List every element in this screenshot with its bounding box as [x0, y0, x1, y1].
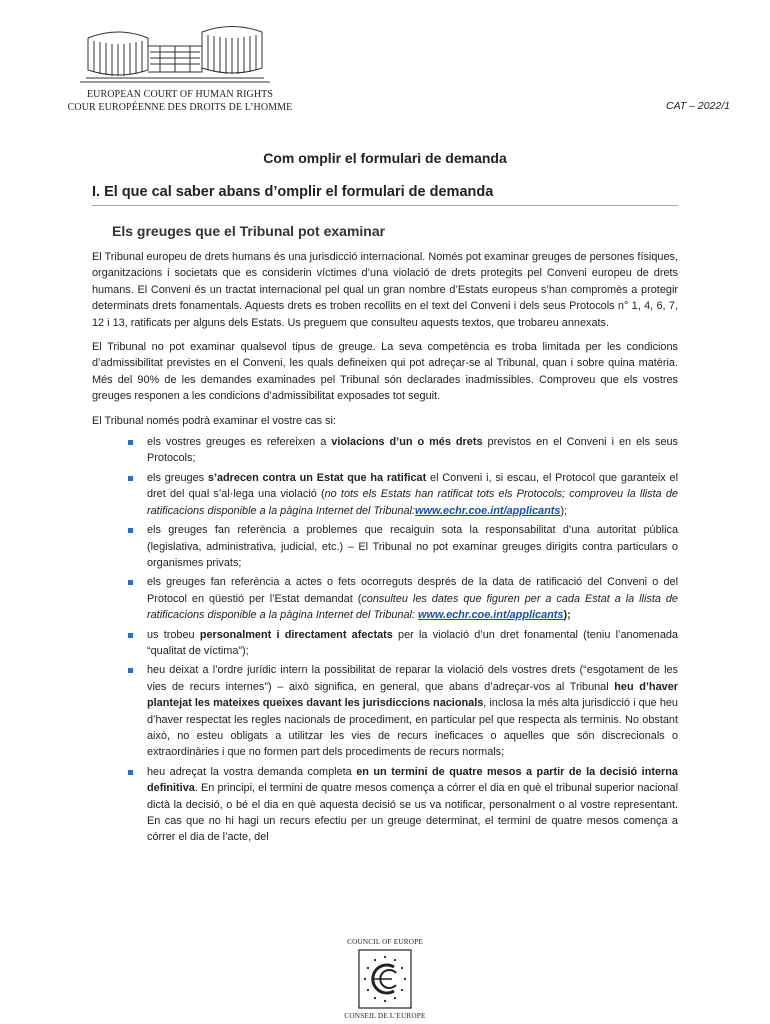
- court-building-logo-icon: [80, 24, 270, 86]
- paragraph: El Tribunal no pot examinar qualsevol tipus de greuge. La seva competència es troba limitada per les condicions d’admissibilitat previstes en el Conveni, les quals defineixen qui pot adreçar-se al Tribunal, quan i sobre quina matèria. Més del 90% de les demandes examinades pel Tribunal són declarades inadmissibles. Comproveu que els vostres greuges responen a les condicions d’admissibilitat exposades tot seguit.: [92, 341, 678, 403]
- square-bullet-icon: [128, 528, 133, 533]
- applicants-link[interactable]: www.echr.coe.int/applicants: [415, 504, 561, 517]
- italic-text: no tots els Estats han ratificat tots els Protocols; comproveu la llista de ratificacions disponible a la pàgina Internet del Tribunal:: [147, 488, 678, 517]
- criteria-item: [147, 574, 678, 623]
- square-bullet-icon: [128, 580, 133, 585]
- document-body: [92, 249, 678, 849]
- text: els vostres greuges es refereixen a: [147, 436, 332, 449]
- text: us trobeu: [147, 628, 200, 641]
- criteria-item: [147, 662, 678, 760]
- page-header: [50, 24, 730, 116]
- admissibility-criteria-list: [92, 434, 678, 846]
- square-bullet-icon: [128, 668, 133, 673]
- document-title: Com omplir el formulari de demanda: [263, 150, 507, 166]
- list-intro: El Tribunal només podrà examinar el vostre cas si:: [92, 414, 336, 427]
- text: per la violació d’un dret fonamental (teniu l’anomenada “qualitat de víctima”);: [147, 628, 678, 657]
- court-name: [50, 88, 310, 114]
- criteria-item: [147, 522, 678, 571]
- subsection-heading: Els greuges que el Tribunal pot examinar: [112, 223, 386, 239]
- bold-text: en un termini de quatre mesos a partir de la decisió interna definitiva: [147, 765, 678, 795]
- section-heading: I. El que cal saber abans d’omplir el formulari de demanda: [92, 184, 678, 206]
- bold-text: );: [563, 609, 571, 622]
- criteria-item: [147, 627, 678, 660]
- text: . En principi, el termini de quatre mesos comença a córrer el dia en què el tribunal superior nacional dictà la decisió, o bé el dia en què aquesta decisió se us va notificar, personalment o al vostre representant. En cas que no hi hagi un recurs efectiu per un greuge determinat, el termini de quatre mesos comença a córrer el dia de l’acte, del: [147, 782, 678, 844]
- court-name-en: EUROPEAN COURT OF HUMAN RIGHTS: [86, 89, 274, 100]
- court-name-fr: COUR EUROPÉENNE DES DROITS DE L’HOMME: [67, 102, 293, 113]
- bold-text: s’adrecen contra un Estat que ha ratificat: [207, 471, 427, 484]
- bold-text: violacions d’un o més drets: [331, 436, 483, 449]
- coe-name-en: COUNCIL OF EUROPE: [347, 938, 423, 946]
- council-of-europe-logo: [330, 938, 440, 1022]
- text: , inclosa la més alta jurisdicció i que heu d’haver respectat les regles nacionals de procediment, en particular pel que respecta als terminis. No obstant això, no esteu obligats a utilitzar les vies de recurs ineficaces o aquelles que són discrecionals o extraordinàries i que no formen part dels procediments de recurs normals;: [147, 697, 678, 759]
- applicants-link[interactable]: www.echr.coe.int/applicants: [418, 609, 564, 622]
- text: els greuges: [147, 471, 208, 484]
- text: el Conveni i, si escau, el Protocol que garanteix el dret del qual s’al·lega una violació (: [147, 471, 678, 501]
- square-bullet-icon: [128, 633, 133, 638]
- criteria-item: [147, 470, 678, 519]
- text: );: [560, 504, 568, 517]
- square-bullet-icon: [128, 476, 133, 481]
- criteria-item: [147, 434, 678, 467]
- text: previstos en el Conveni i en els seus Protocols;: [147, 436, 678, 465]
- document-reference: CAT – 2022/1: [665, 100, 730, 112]
- text: els greuges fan referència a problemes que recaiguin sota la responsabilitat d’una autoritat pública (legislativa, administrativa, judicial, etc.) – El Tribunal no pot examinar greuges dirigits contra particulars o organismes privats;: [147, 524, 678, 569]
- text: els greuges fan referència a actes o fets ocorreguts després de la data de ratificació del Conveni o del Protocol en qüestió per l’Estat demandat (: [147, 576, 678, 605]
- text: heu deixat a l’ordre jurídic intern la possibilitat de reparar la violació dels vostres drets (“esgotament de les vies de recurs internes”) – això significa, en general, que abans d’adreçar-vos al Tribunal: [147, 664, 678, 693]
- square-bullet-icon: [128, 770, 133, 775]
- council-of-europe-emblem-icon: [358, 949, 412, 1009]
- criteria-item: [147, 764, 678, 846]
- square-bullet-icon: [128, 440, 133, 445]
- bold-text: heu d’haver plantejat les mateixes queixes davant les jurisdiccions nacionals: [147, 680, 678, 710]
- bold-text: personalment i directament afectats: [199, 628, 393, 641]
- italic-text: consulteu les dates que figuren per a cada Estat a la llista de ratificacions disponible a la pàgina Internet del Tribunal:: [147, 592, 678, 622]
- text: heu adreçat la vostra demanda completa: [147, 765, 357, 778]
- coe-name-fr: CONSEIL DE L’EUROPE: [344, 1012, 426, 1020]
- paragraph: El Tribunal europeu de drets humans és una jurisdicció internacional. Només pot examinar greuges de persones físiques, organitzacions i societats que es considerin víctimes d’una violació de drets protegits pel Conveni europeu de drets humans. El Conveni és un tractat internacional pel qual un gran nombre d’Estats europeus s’han compromès a protegir determinats drets fonamentals. Aquests drets es troben recollits en el text del Conveni i dels seus Protocols n° 1, 4, 6, 7, 12 i 13, ratificats per alguns dels Estats. Us preguem que consulteu aquests textos, que trobareu annexats.: [92, 251, 678, 329]
